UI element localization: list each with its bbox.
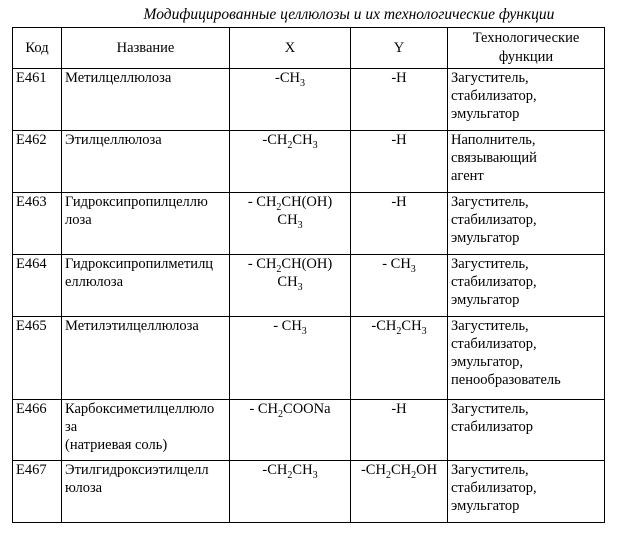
cell-name: Метилцеллюлоза [62,69,230,131]
cell-name: Гидроксипропилцеллю лоза [62,193,230,255]
cell-code: E462 [13,131,62,193]
cell-functions: Загуститель, стабилизатор, эмульгатор [448,461,605,523]
cell-y: -H [351,69,448,131]
header-row [13,28,605,69]
table-row [13,255,605,317]
cell-y: -H [351,400,448,461]
cell-x: - $CH_2CH(OH)$ $CH_3$ [230,193,351,255]
cell-x: $-CH_2CH_3$ [230,131,351,193]
header-functions: Технологические функции [448,28,605,69]
cell-functions: Загуститель, стабилизатор, эмульгатор [448,193,605,255]
cell-functions: Загуститель, стабилизатор, эмульгатор [448,255,605,317]
cell-name: Карбоксиметилцеллюло за (натриевая соль) [62,400,230,461]
cell-x: - $CH_2CH(OH)$ $CH_3$ [230,255,351,317]
cell-code: E467 [13,461,62,523]
cell-y: -H [351,131,448,193]
cell-code: E464 [13,255,62,317]
table-caption: Модифицированные целлюлозы и их технологические функции [143,6,555,23]
cell-functions: Наполнитель, связывающий агент [448,131,605,193]
cell-name: Гидроксипропилметилц еллюлоза [62,255,230,317]
cellulose-table [12,27,605,523]
table-row [13,461,605,523]
table-row [13,317,605,400]
header-y: Y [351,28,448,69]
cell-y: -H [351,193,448,255]
cell-functions: Загуститель, стабилизатор [448,400,605,461]
cell-functions: Загуститель, стабилизатор, эмульгатор [448,69,605,131]
cell-x: $-CH_2CH_3$ [230,461,351,523]
header-name: Название [62,28,230,69]
cell-code: E461 [13,69,62,131]
cell-x: - $CH_3$ [230,317,351,400]
cell-name: Этилцеллюлоза [62,131,230,193]
table-row [13,131,605,193]
cell-x: - $CH_2COONa$ [230,400,351,461]
cell-name: Метилэтилцеллюлоза [62,317,230,400]
table-row [13,193,605,255]
cell-name: Этилгидроксиэтилцелл юлоза [62,461,230,523]
header-code: Код [13,28,62,69]
cell-y: - $CH_3$ [351,255,448,317]
cell-functions: Загуститель, стабилизатор, эмульгатор, пенообразователь [448,317,605,400]
cell-y: $-CH_2CH_3$ [351,317,448,400]
table-row [13,69,605,131]
cell-y: $-CH_2CH_2OH$ [351,461,448,523]
table-row [13,400,605,461]
cell-x: $-CH_3$ [230,69,351,131]
cell-code: E463 [13,193,62,255]
header-x: X [230,28,351,69]
cell-code: E466 [13,400,62,461]
cell-code: E465 [13,317,62,400]
